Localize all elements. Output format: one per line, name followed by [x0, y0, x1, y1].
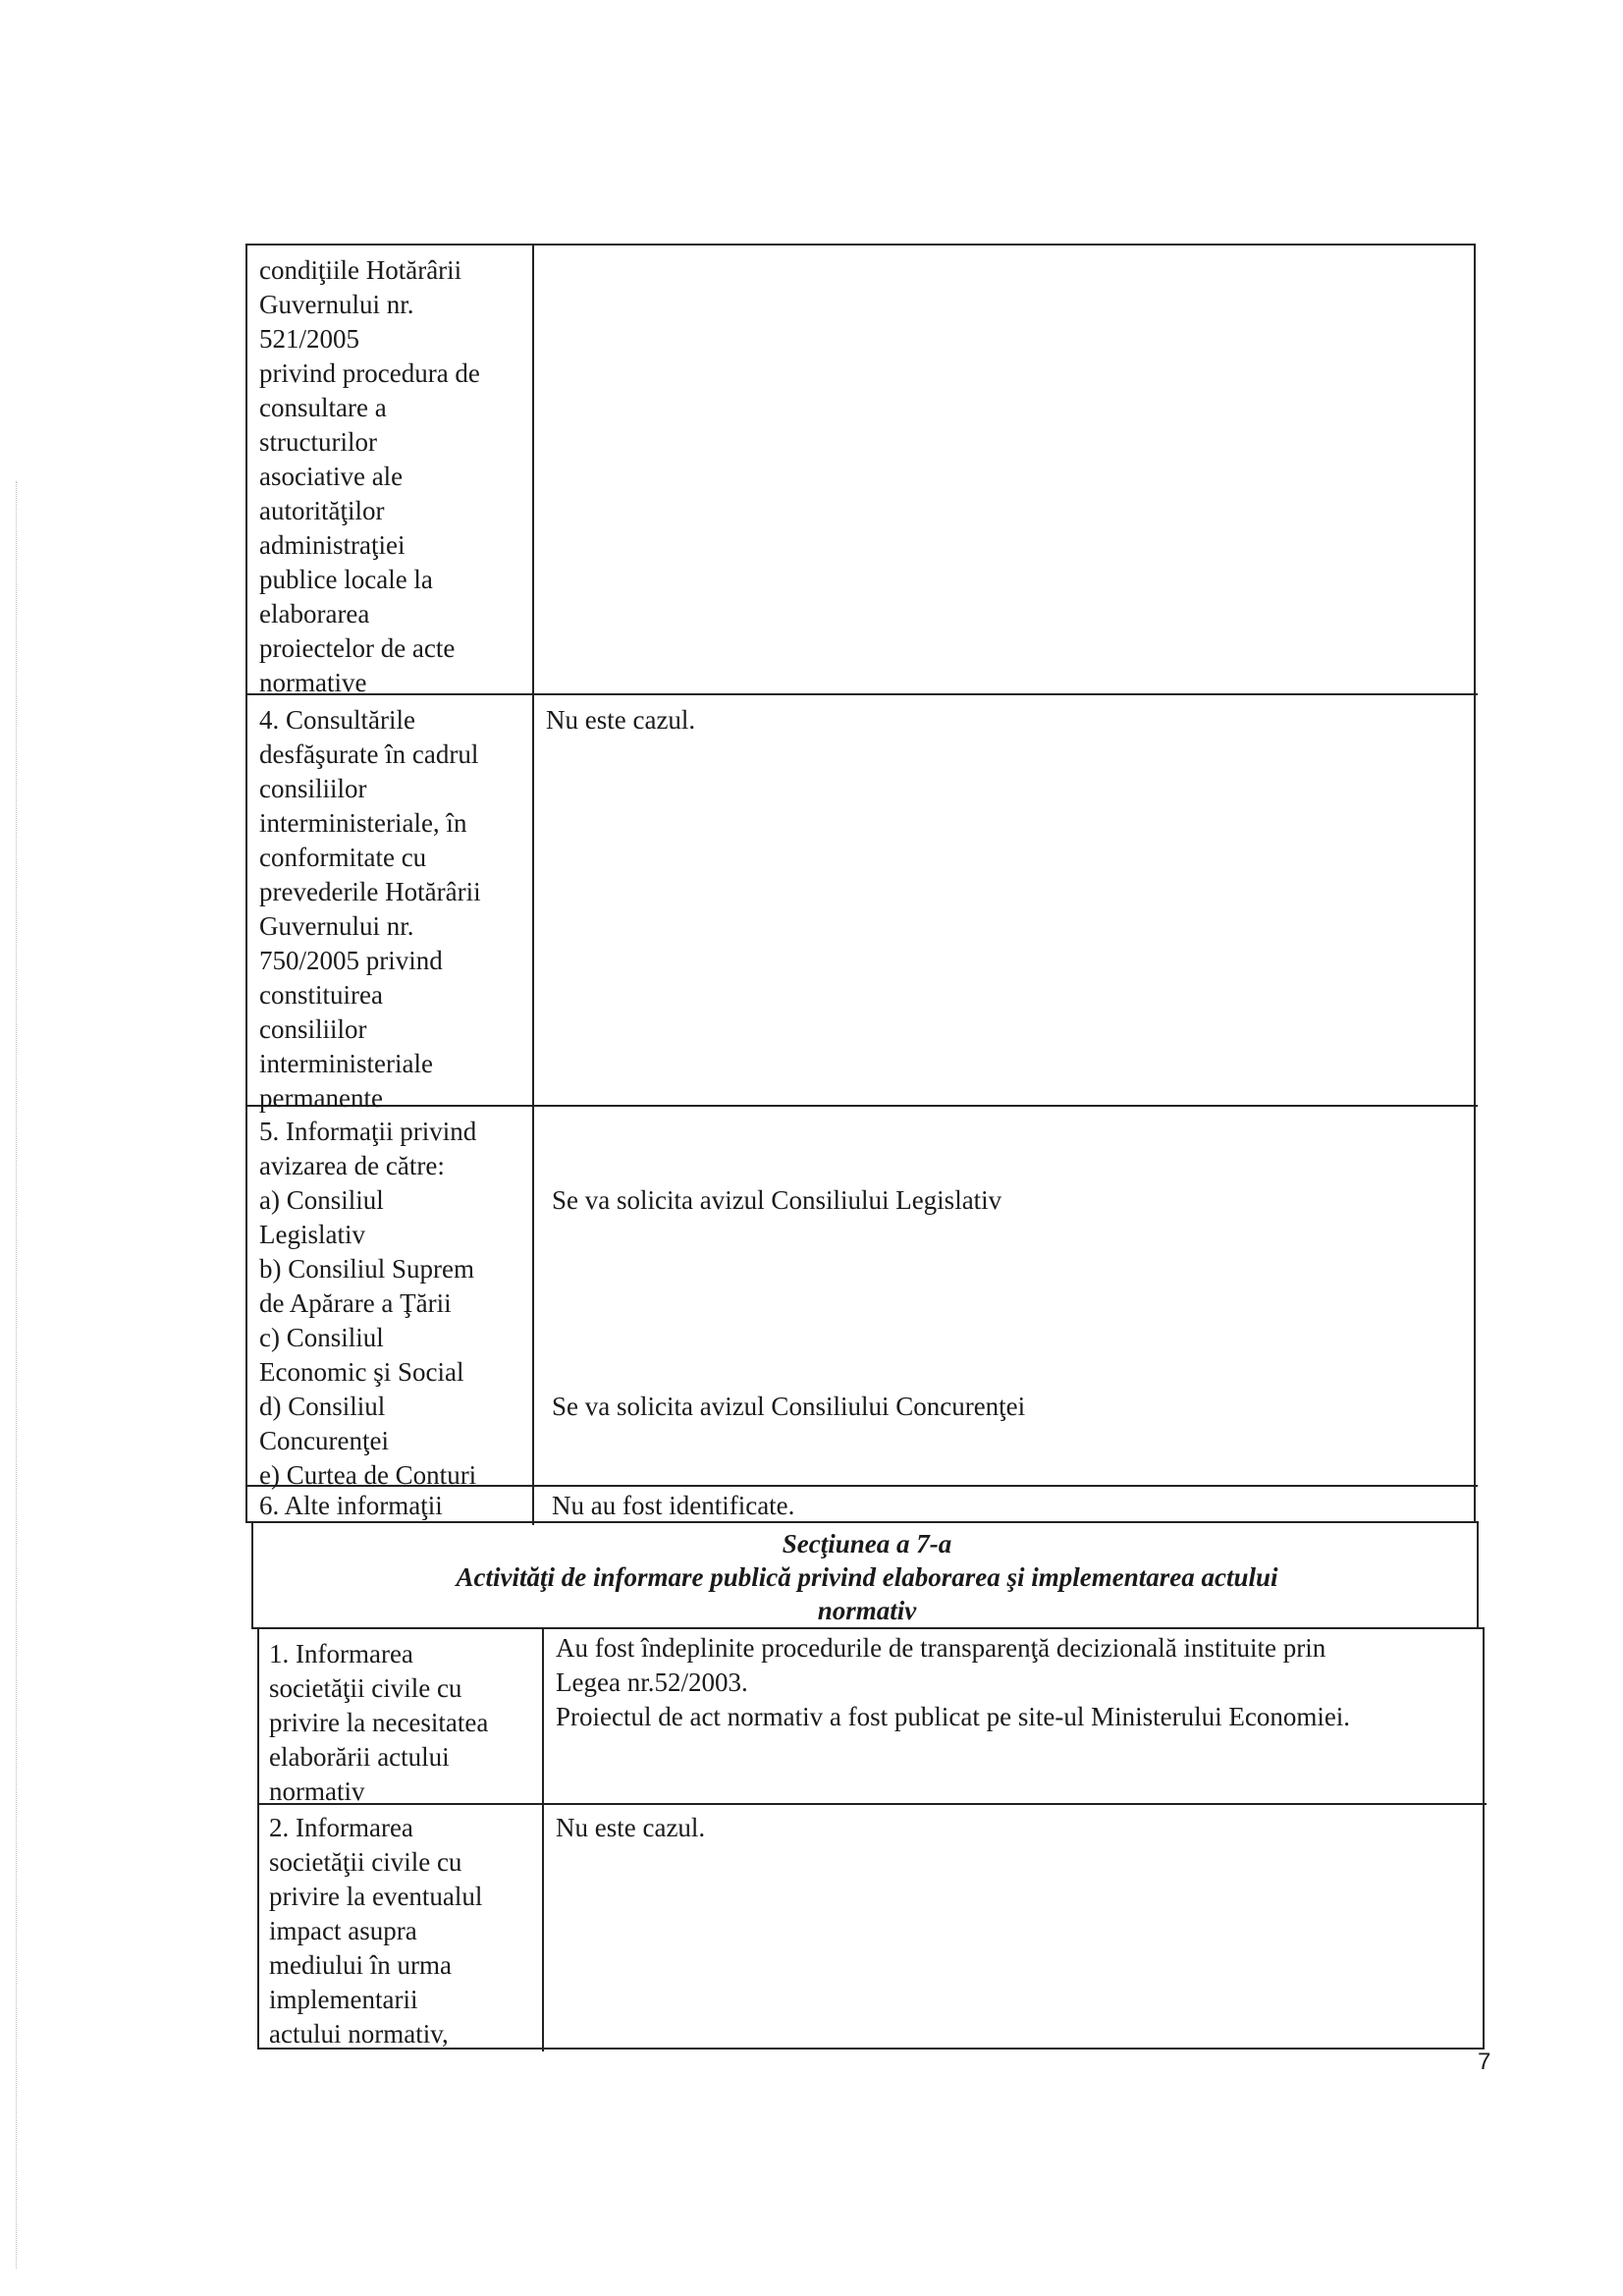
row3-label: condiţiile Hotărârii Guvernului nr. 521/2005 privind procedura de consultare a structurilor asociative ale autorităţilor administraţiei publice locale la elaborarea proiectelor de acte normative: [259, 255, 480, 697]
row4-label: 4. Consultările desfăşurate în cadrul consiliilor interministeriale, în conformitate cu prevederile Hotărârii Guvernului nr. 750/2005 privind constituirea consiliilor interministeriale permanente: [259, 705, 481, 1113]
row6-value: Nu au fost identificate.: [552, 1491, 795, 1520]
scan-margin-dots: [16, 481, 18, 2269]
info-row2-value: Nu este cazul.: [556, 1813, 706, 1842]
row6-label: 6. Alte informaţii: [259, 1491, 443, 1520]
public-information-table: [257, 1627, 1485, 2050]
section-7-subtitle-end: normativ: [817, 1596, 917, 1625]
row5-label: 5. Informaţii privind avizarea de către: a) Consiliul Legislativ b) Consiliul Suprem de Apărare a Ţării c) Consiliul Economic şi Social d) Consiliul Concurenţei e) Curtea de Conturi: [259, 1117, 477, 1490]
info-row1-value: Au fost îndeplinite procedurile de transparenţă decizională instituite prin Legea nr.52/2003. Proiectul de act normativ a fost publicat pe site-ul Ministerului Economiei.: [556, 1633, 1351, 1731]
section-7-header-box: [251, 1521, 1479, 1629]
section-7-title: Secţiunea a 7-a: [782, 1529, 952, 1558]
row4-value: Nu este cazul.: [546, 705, 696, 735]
section-7-heading: [253, 1527, 1481, 1627]
consultation-table: [245, 244, 1476, 1523]
section-7-subtitle: Activităţi de informare publică privind elaborarea şi implementarea actului: [456, 1562, 1278, 1592]
column-divider: [532, 246, 534, 1525]
row5-value-concurenta: Se va solicita avizul Consiliului Concurenţei: [552, 1392, 1026, 1421]
info-row1-label: 1. Informarea societăţii civile cu privire la necesitatea elaborării actului normativ: [269, 1639, 489, 1806]
page-number: 7: [1478, 2049, 1491, 2075]
info-row2-label: 2. Informarea societăţii civile cu privire la eventualul impact asupra mediului în urma implementarii actului normativ,: [269, 1813, 483, 2049]
row5-value-legislativ: Se va solicita avizul Consiliului Legislativ: [552, 1185, 1002, 1215]
column-divider: [542, 1629, 544, 2051]
